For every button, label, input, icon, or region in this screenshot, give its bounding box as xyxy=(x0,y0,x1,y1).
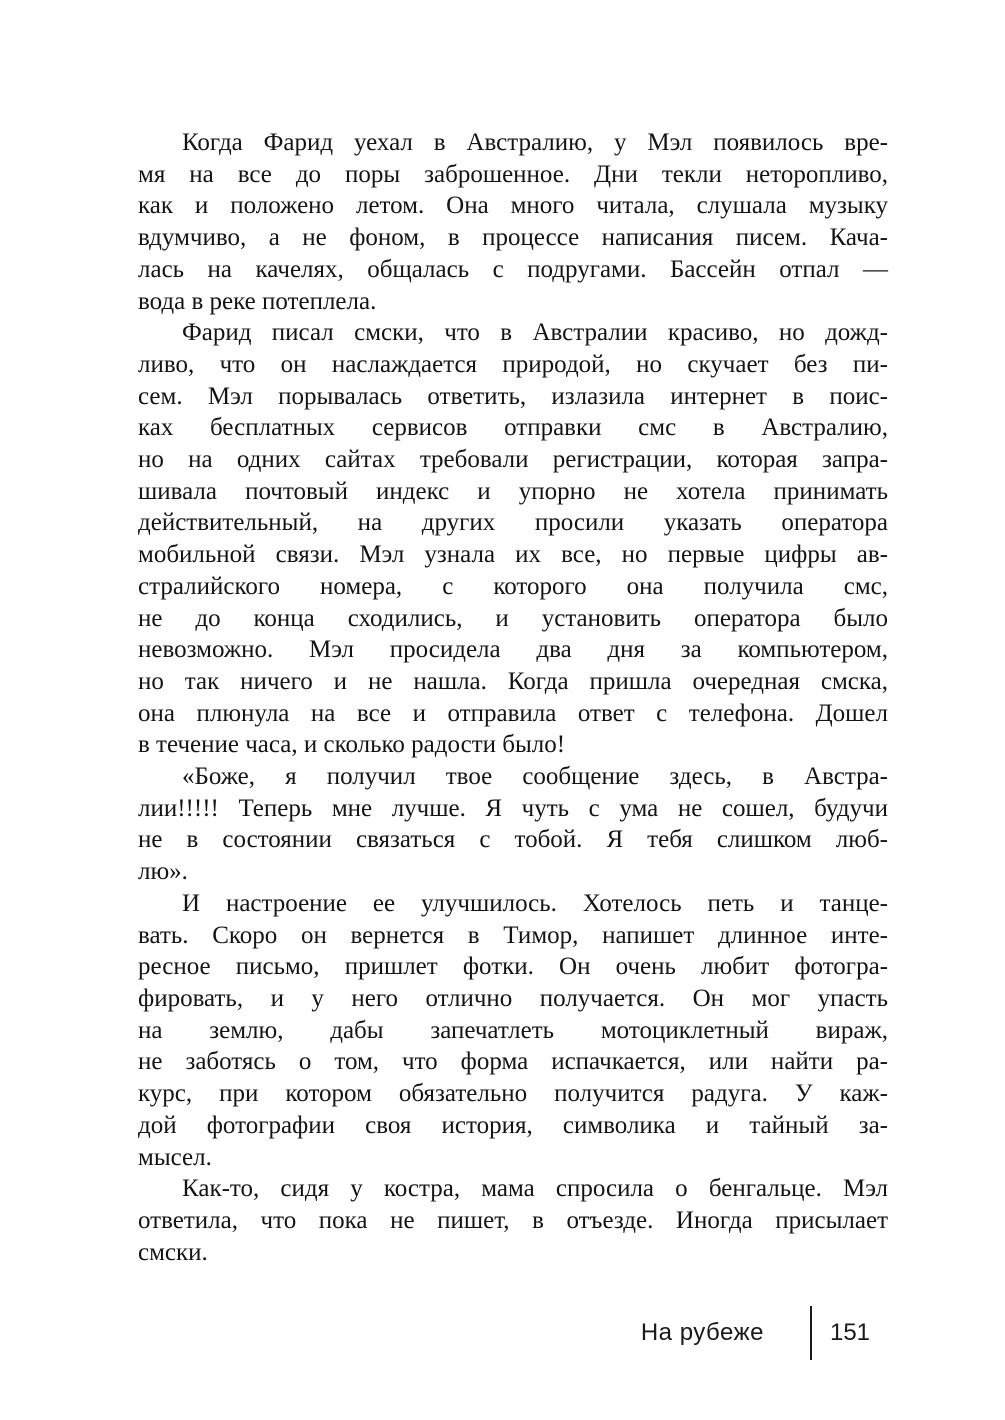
text-line: в течение часа, и сколько радости было! xyxy=(138,731,566,759)
text-line: смски. xyxy=(138,1238,208,1266)
text-block xyxy=(138,127,888,1268)
text-line: не заботясь о том, что форма испачкается, или найти ра- xyxy=(138,1048,888,1076)
text-line: не до конца сходились, и установить оператора было xyxy=(138,604,888,632)
text-line: вдумчиво, а не фоном, в процессе написания писем. Кача- xyxy=(138,224,888,252)
text-line: Фарид писал смски, что в Австралии красиво, но дожд- xyxy=(182,319,888,347)
page-footer xyxy=(641,1306,888,1360)
text-line: действительный, на других просили указать оператора xyxy=(138,509,888,537)
text-line: она плюнула на все и отправила ответ с телефона. Дошел xyxy=(138,699,888,727)
text-line: шивала почтовый индекс и упорно не хотела принимать xyxy=(138,477,888,505)
text-line: курс, при котором обязательно получится радуга. У каж- xyxy=(138,1080,888,1108)
text-line: лась на качелях, общалась с подругами. Бассейн отпал — xyxy=(138,255,888,283)
text-line: как и положено летом. Она много читала, слушала музыку xyxy=(138,192,888,220)
text-line: вать. Скоро он вернется в Тимор, напишет длинное инте- xyxy=(138,921,888,949)
page-number: 151 xyxy=(829,1319,871,1346)
text-line: стралийского номера, с которого она получила смс, xyxy=(138,572,888,600)
text-line: «Боже, я получил твое сообщение здесь, в Австра- xyxy=(182,763,888,791)
text-line: но так ничего и не нашла. Когда пришла очередная смска, xyxy=(138,667,888,695)
text-line: невозможно. Мэл просидела два дня за компьютером, xyxy=(138,636,888,664)
text-line: но на одних сайтах требовали регистрации, которая запра- xyxy=(138,446,888,474)
text-line: Как-то, сидя у костра, мама спросила о бенгальце. Мэл xyxy=(182,1175,888,1203)
text-line: сем. Мэл порывалась ответить, излазила интернет в поис- xyxy=(138,382,888,410)
text-line: ресное письмо, пришлет фотки. Он очень любит фотогра- xyxy=(138,953,888,981)
text-line: ках бесплатных сервисов отправки смс в Австралию, xyxy=(138,414,888,442)
text-line: мобильной связи. Мэл узнала их все, но первые цифры ав- xyxy=(138,541,888,569)
running-title: На рубеже xyxy=(640,1319,764,1346)
text-line: ответила, что пока не пишет, в отъезде. Иногда присылает xyxy=(138,1206,888,1234)
text-line: лю». xyxy=(138,858,188,886)
text-line: на землю, дабы запечатлеть мотоциклетный вираж, xyxy=(138,1016,888,1044)
text-line: не в состоянии связаться с тобой. Я тебя слишком люб- xyxy=(138,826,888,854)
text-line: ливо, что он наслаждается природой, но скучает без пи- xyxy=(138,350,888,378)
text-line: Когда Фарид уехал в Австралию, у Мэл появилось вре- xyxy=(182,129,888,156)
text-line: вода в реке потеплела. xyxy=(138,287,377,315)
text-line: И настроение ее улучшилось. Хотелось петь и танце- xyxy=(182,889,888,917)
text-line: лии!!!!! Теперь мне лучше. Я чуть с ума не сошел, будучи xyxy=(138,794,888,822)
text-line: мысел. xyxy=(138,1143,212,1171)
text-line: мя на все до поры заброшенное. Дни текли неторопливо, xyxy=(138,160,888,188)
text-line: дой фотографии своя история, символика и тайный за- xyxy=(138,1111,888,1139)
text-line: фировать, и у него отлично получается. Он мог упасть xyxy=(138,984,888,1012)
